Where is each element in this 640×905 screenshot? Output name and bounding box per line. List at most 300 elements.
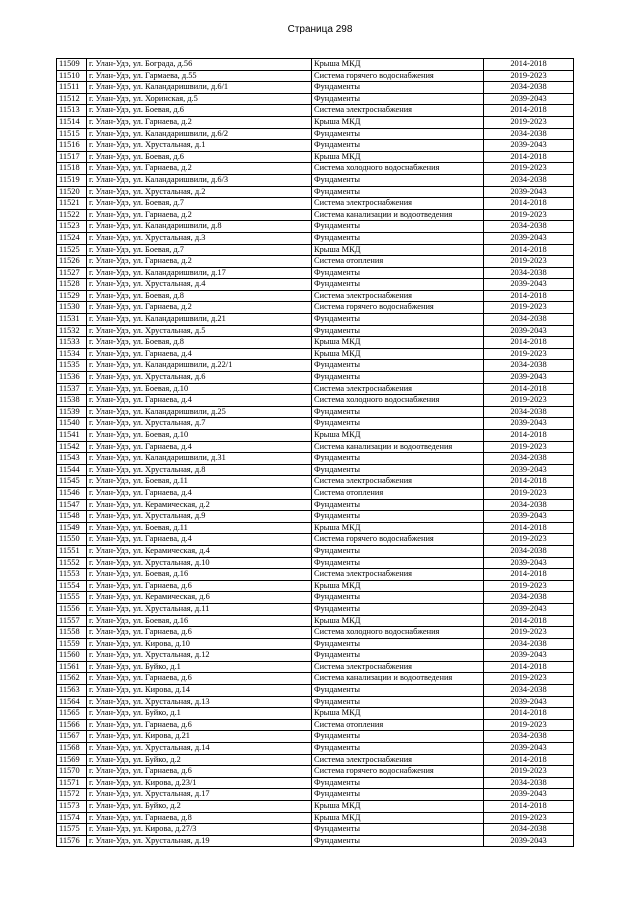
system-cell: Фундаменты [312,743,484,755]
address-cell: г. Улан-Удэ, ул. Хрустальная, д.11 [87,603,312,615]
address-cell: г. Улан-Удэ, ул. Боевая, д.6 [87,151,312,163]
address-cell: г. Улан-Удэ, ул. Каландаришвили, д.17 [87,267,312,279]
table-row [57,232,574,244]
system-cell: Крыша МКД [312,348,484,360]
period-cell: 2034-2038 [484,267,574,279]
address-cell: г. Улан-Удэ, ул. Каландаришвили, д.6/1 [87,82,312,94]
address-cell: г. Улан-Удэ, ул. Хрустальная, д.3 [87,232,312,244]
address-cell: г. Улан-Удэ, ул. Гарнаева, д.6 [87,719,312,731]
address-cell: г. Улан-Удэ, ул. Боевая, д.11 [87,522,312,534]
system-cell: Система горячего водоснабжения [312,302,484,314]
system-cell: Система холодного водоснабжения [312,395,484,407]
table-row [57,719,574,731]
table-row [57,499,574,511]
table-row [57,314,574,326]
row-number: 11568 [57,743,87,755]
period-cell: 2019-2023 [484,812,574,824]
table-row [57,116,574,128]
row-number: 11549 [57,522,87,534]
table-row [57,464,574,476]
system-cell: Фундаменты [312,221,484,233]
system-cell: Крыша МКД [312,337,484,349]
row-number: 11547 [57,499,87,511]
system-cell: Система холодного водоснабжения [312,163,484,175]
table-row [57,59,574,71]
period-cell: 2014-2018 [484,59,574,71]
address-cell: г. Улан-Удэ, ул. Боевая, д.7 [87,198,312,210]
system-cell: Система отопления [312,256,484,268]
table-row [57,418,574,430]
system-cell: Фундаменты [312,511,484,523]
system-cell: Фундаменты [312,835,484,847]
row-number: 11526 [57,256,87,268]
period-cell: 2039-2043 [484,696,574,708]
row-number: 11520 [57,186,87,198]
period-cell: 2014-2018 [484,801,574,813]
period-cell: 2039-2043 [484,835,574,847]
repair-schedule-table [56,58,574,847]
period-cell: 2039-2043 [484,464,574,476]
address-cell: г. Улан-Удэ, ул. Хрустальная, д.8 [87,464,312,476]
row-number: 11518 [57,163,87,175]
row-number: 11567 [57,731,87,743]
row-number: 11544 [57,464,87,476]
period-cell: 2014-2018 [484,569,574,581]
table-row [57,372,574,384]
period-cell: 2019-2023 [484,441,574,453]
system-cell: Система канализации и водоотведения [312,673,484,685]
period-cell: 2039-2043 [484,603,574,615]
period-cell: 2034-2038 [484,128,574,140]
system-cell: Фундаменты [312,557,484,569]
row-number: 11510 [57,70,87,82]
row-number: 11554 [57,580,87,592]
system-cell: Фундаменты [312,232,484,244]
system-cell: Фундаменты [312,279,484,291]
period-cell: 2019-2023 [484,256,574,268]
period-cell: 2019-2023 [484,163,574,175]
address-cell: г. Улан-Удэ, ул. Гарнаева, д.4 [87,534,312,546]
system-cell: Крыша МКД [312,615,484,627]
system-cell: Фундаменты [312,453,484,465]
system-cell: Система отопления [312,487,484,499]
row-number: 11517 [57,151,87,163]
address-cell: г. Улан-Удэ, ул. Гарнаева, д.6 [87,673,312,685]
row-number: 11569 [57,754,87,766]
table-body [57,59,574,847]
period-cell: 2019-2023 [484,534,574,546]
table-row [57,696,574,708]
row-number: 11519 [57,174,87,186]
system-cell: Крыша МКД [312,812,484,824]
row-number: 11524 [57,232,87,244]
period-cell: 2014-2018 [484,290,574,302]
address-cell: г. Улан-Удэ, ул. Боевая, д.10 [87,430,312,442]
table-row [57,290,574,302]
period-cell: 2014-2018 [484,198,574,210]
system-cell: Крыша МКД [312,522,484,534]
table-row [57,198,574,210]
period-cell: 2039-2043 [484,279,574,291]
period-cell: 2019-2023 [484,719,574,731]
address-cell: г. Улан-Удэ, ул. Кирова, д.14 [87,685,312,697]
row-number: 11516 [57,140,87,152]
period-cell: 2019-2023 [484,766,574,778]
system-cell: Фундаменты [312,186,484,198]
table-row [57,128,574,140]
address-cell: г. Улан-Удэ, ул. Буйко, д.1 [87,661,312,673]
table-row [57,511,574,523]
period-cell: 2039-2043 [484,186,574,198]
table-row [57,151,574,163]
table-row [57,221,574,233]
period-cell: 2014-2018 [484,105,574,117]
address-cell: г. Улан-Удэ, ул. Каландаришвили, д.8 [87,221,312,233]
row-number: 11537 [57,383,87,395]
address-cell: г. Улан-Удэ, ул. Каландаришвили, д.31 [87,453,312,465]
table-row [57,140,574,152]
address-cell: г. Улан-Удэ, ул. Кирова, д.21 [87,731,312,743]
system-cell: Система электроснабжения [312,290,484,302]
table-row [57,279,574,291]
row-number: 11538 [57,395,87,407]
row-number: 11523 [57,221,87,233]
row-number: 11562 [57,673,87,685]
row-number: 11557 [57,615,87,627]
table-row [57,186,574,198]
address-cell: г. Улан-Удэ, ул. Гарнаева, д.2 [87,256,312,268]
row-number: 11511 [57,82,87,94]
period-cell: 2034-2038 [484,545,574,557]
table-row [57,105,574,117]
address-cell: г. Улан-Удэ, ул. Хрустальная, д.1 [87,140,312,152]
table-row [57,603,574,615]
row-number: 11574 [57,812,87,824]
row-number: 11560 [57,650,87,662]
table-row [57,824,574,836]
row-number: 11558 [57,627,87,639]
period-cell: 2014-2018 [484,522,574,534]
system-cell: Фундаменты [312,174,484,186]
system-cell: Фундаменты [312,360,484,372]
address-cell: г. Улан-Удэ, ул. Буйко, д.2 [87,801,312,813]
system-cell: Система электроснабжения [312,569,484,581]
row-number: 11573 [57,801,87,813]
table-row [57,545,574,557]
row-number: 11531 [57,314,87,326]
system-cell: Фундаменты [312,592,484,604]
table-row [57,302,574,314]
period-cell: 2039-2043 [484,743,574,755]
period-cell: 2019-2023 [484,348,574,360]
table-row [57,325,574,337]
period-cell: 2039-2043 [484,372,574,384]
period-cell: 2014-2018 [484,430,574,442]
table-row [57,661,574,673]
period-cell: 2034-2038 [484,82,574,94]
address-cell: г. Улан-Удэ, ул. Кирова, д.10 [87,638,312,650]
period-cell: 2014-2018 [484,337,574,349]
system-cell: Фундаменты [312,140,484,152]
row-number: 11555 [57,592,87,604]
row-number: 11512 [57,93,87,105]
row-number: 11548 [57,511,87,523]
period-cell: 2014-2018 [484,708,574,720]
row-number: 11536 [57,372,87,384]
address-cell: г. Улан-Удэ, ул. Гарнаева, д.6 [87,580,312,592]
address-cell: г. Улан-Удэ, ул. Каландаришвили, д.6/2 [87,128,312,140]
address-cell: г. Улан-Удэ, ул. Боевая, д.7 [87,244,312,256]
row-number: 11514 [57,116,87,128]
period-cell: 2034-2038 [484,360,574,372]
system-cell: Система электроснабжения [312,105,484,117]
table-row [57,754,574,766]
address-cell: г. Улан-Удэ, ул. Боевая, д.11 [87,476,312,488]
table-row [57,174,574,186]
row-number: 11546 [57,487,87,499]
system-cell: Фундаменты [312,464,484,476]
row-number: 11576 [57,835,87,847]
table-row [57,337,574,349]
row-number: 11541 [57,430,87,442]
period-cell: 2019-2023 [484,209,574,221]
address-cell: г. Улан-Удэ, ул. Хрустальная, д.5 [87,325,312,337]
table-row [57,708,574,720]
period-cell: 2014-2018 [484,476,574,488]
row-number: 11553 [57,569,87,581]
address-cell: г. Улан-Удэ, ул. Гарнаева, д.4 [87,348,312,360]
row-number: 11564 [57,696,87,708]
row-number: 11543 [57,453,87,465]
row-number: 11532 [57,325,87,337]
system-cell: Крыша МКД [312,580,484,592]
period-cell: 2034-2038 [484,174,574,186]
period-cell: 2019-2023 [484,580,574,592]
period-cell: 2039-2043 [484,93,574,105]
address-cell: г. Улан-Удэ, ул. Каландаришвили, д.21 [87,314,312,326]
table-row [57,453,574,465]
table-row [57,256,574,268]
address-cell: г. Улан-Удэ, ул. Боевая, д.8 [87,337,312,349]
table-row [57,638,574,650]
table-row [57,487,574,499]
row-number: 11530 [57,302,87,314]
address-cell: г. Улан-Удэ, ул. Хрустальная, д.19 [87,835,312,847]
table-row [57,835,574,847]
address-cell: г. Улан-Удэ, ул. Гарнаева, д.2 [87,302,312,314]
period-cell: 2039-2043 [484,789,574,801]
address-cell: г. Улан-Удэ, ул. Хрустальная, д.6 [87,372,312,384]
period-cell: 2014-2018 [484,244,574,256]
period-cell: 2034-2038 [484,499,574,511]
address-cell: г. Улан-Удэ, ул. Гарнаева, д.4 [87,441,312,453]
period-cell: 2014-2018 [484,754,574,766]
system-cell: Система канализации и водоотведения [312,441,484,453]
row-number: 11565 [57,708,87,720]
row-number: 11571 [57,777,87,789]
system-cell: Система электроснабжения [312,754,484,766]
address-cell: г. Улан-Удэ, ул. Гарнаева, д.2 [87,209,312,221]
row-number: 11527 [57,267,87,279]
period-cell: 2034-2038 [484,592,574,604]
system-cell: Система канализации и водоотведения [312,209,484,221]
address-cell: г. Улан-Удэ, ул. Гарнаева, д.4 [87,395,312,407]
system-cell: Фундаменты [312,418,484,430]
system-cell: Система электроснабжения [312,661,484,673]
period-cell: 2039-2043 [484,325,574,337]
system-cell: Фундаменты [312,638,484,650]
table-row [57,395,574,407]
row-number: 11563 [57,685,87,697]
system-cell: Крыша МКД [312,801,484,813]
address-cell: г. Улан-Удэ, ул. Хрустальная, д.9 [87,511,312,523]
row-number: 11545 [57,476,87,488]
system-cell: Система электроснабжения [312,476,484,488]
table-row [57,580,574,592]
period-cell: 2039-2043 [484,511,574,523]
row-number: 11522 [57,209,87,221]
table-row [57,82,574,94]
period-cell: 2019-2023 [484,116,574,128]
address-cell: г. Улан-Удэ, ул. Бограда, д.56 [87,59,312,71]
address-cell: г. Улан-Удэ, ул. Керамическая, д.4 [87,545,312,557]
address-cell: г. Улан-Удэ, ул. Хрустальная, д.12 [87,650,312,662]
system-cell: Фундаменты [312,824,484,836]
system-cell: Система холодного водоснабжения [312,627,484,639]
address-cell: г. Улан-Удэ, ул. Гармаева, д.55 [87,70,312,82]
system-cell: Фундаменты [312,406,484,418]
period-cell: 2034-2038 [484,221,574,233]
period-cell: 2019-2023 [484,70,574,82]
system-cell: Фундаменты [312,685,484,697]
table-row [57,70,574,82]
address-cell: г. Улан-Удэ, ул. Кирова, д.23/1 [87,777,312,789]
system-cell: Фундаменты [312,128,484,140]
system-cell: Фундаменты [312,789,484,801]
row-number: 11521 [57,198,87,210]
address-cell: г. Улан-Удэ, ул. Каландаришвили, д.22/1 [87,360,312,372]
address-cell: г. Улан-Удэ, ул. Хрустальная, д.4 [87,279,312,291]
system-cell: Крыша МКД [312,708,484,720]
period-cell: 2039-2043 [484,140,574,152]
system-cell: Фундаменты [312,314,484,326]
system-cell: Система горячего водоснабжения [312,534,484,546]
table-row [57,592,574,604]
row-number: 11552 [57,557,87,569]
row-number: 11551 [57,545,87,557]
table-row [57,360,574,372]
address-cell: г. Улан-Удэ, ул. Хрустальная, д.2 [87,186,312,198]
system-cell: Фундаменты [312,696,484,708]
address-cell: г. Улан-Удэ, ул. Гарнаева, д.2 [87,116,312,128]
system-cell: Фундаменты [312,372,484,384]
period-cell: 2019-2023 [484,627,574,639]
table-row [57,777,574,789]
address-cell: г. Улан-Удэ, ул. Гарнаева, д.6 [87,627,312,639]
row-number: 11509 [57,59,87,71]
address-cell: г. Улан-Удэ, ул. Гарнаева, д.4 [87,487,312,499]
row-number: 11533 [57,337,87,349]
page-title: Страница 298 [287,24,353,35]
system-cell: Фундаменты [312,93,484,105]
period-cell: 2014-2018 [484,151,574,163]
address-cell: г. Улан-Удэ, ул. Боевая, д.6 [87,105,312,117]
table-row [57,522,574,534]
row-number: 11556 [57,603,87,615]
row-number: 11534 [57,348,87,360]
system-cell: Крыша МКД [312,59,484,71]
address-cell: г. Улан-Удэ, ул. Гарнаева, д.6 [87,766,312,778]
table-row [57,789,574,801]
system-cell: Система горячего водоснабжения [312,766,484,778]
table-row [57,441,574,453]
row-number: 11525 [57,244,87,256]
row-number: 11529 [57,290,87,302]
table-row [57,93,574,105]
row-number: 11575 [57,824,87,836]
row-number: 11566 [57,719,87,731]
row-number: 11528 [57,279,87,291]
address-cell: г. Улан-Удэ, ул. Хоринская, д.5 [87,93,312,105]
period-cell: 2019-2023 [484,395,574,407]
period-cell: 2014-2018 [484,661,574,673]
row-number: 11572 [57,789,87,801]
period-cell: 2034-2038 [484,453,574,465]
row-number: 11550 [57,534,87,546]
table-row [57,673,574,685]
period-cell: 2034-2038 [484,638,574,650]
address-cell: г. Улан-Удэ, ул. Хрустальная, д.17 [87,789,312,801]
address-cell: г. Улан-Удэ, ул. Каландаришвили, д.25 [87,406,312,418]
period-cell: 2034-2038 [484,824,574,836]
system-cell: Фундаменты [312,603,484,615]
row-number: 11535 [57,360,87,372]
table-row [57,801,574,813]
table-row [57,348,574,360]
system-cell: Фундаменты [312,267,484,279]
table-row [57,627,574,639]
table-row [57,383,574,395]
address-cell: г. Улан-Удэ, ул. Боевая, д.10 [87,383,312,395]
table-row [57,406,574,418]
period-cell: 2039-2043 [484,418,574,430]
address-cell: г. Улан-Удэ, ул. Керамическая, д.6 [87,592,312,604]
address-cell: г. Улан-Удэ, ул. Боевая, д.8 [87,290,312,302]
system-cell: Фундаменты [312,777,484,789]
row-number: 11539 [57,406,87,418]
row-number: 11561 [57,661,87,673]
period-cell: 2034-2038 [484,731,574,743]
period-cell: 2014-2018 [484,383,574,395]
system-cell: Фундаменты [312,650,484,662]
table-row [57,743,574,755]
system-cell: Крыша МКД [312,244,484,256]
table-row [57,685,574,697]
table-row [57,476,574,488]
address-cell: г. Улан-Удэ, ул. Хрустальная, д.13 [87,696,312,708]
address-cell: г. Улан-Удэ, ул. Каландаришвили, д.6/3 [87,174,312,186]
address-cell: г. Улан-Удэ, ул. Хрустальная, д.10 [87,557,312,569]
period-cell: 2034-2038 [484,314,574,326]
table-row [57,557,574,569]
period-cell: 2034-2038 [484,777,574,789]
address-cell: г. Улан-Удэ, ул. Хрустальная, д.14 [87,743,312,755]
table-row [57,731,574,743]
row-number: 11540 [57,418,87,430]
table-row [57,766,574,778]
system-cell: Система горячего водоснабжения [312,70,484,82]
table-row [57,244,574,256]
